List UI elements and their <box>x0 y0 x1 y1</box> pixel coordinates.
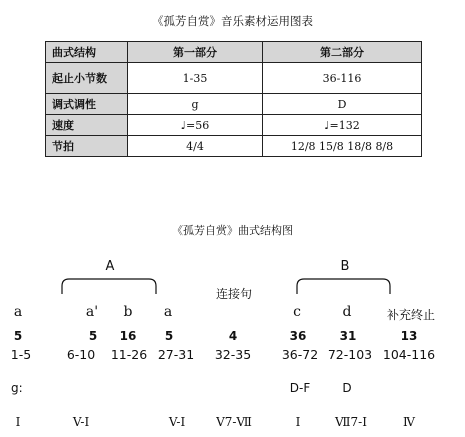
header-cell-structure: 曲式结构 <box>46 42 128 63</box>
harmony-label: Ⅶ7-I <box>335 415 367 429</box>
cell-part2-key: D <box>263 94 422 115</box>
row-label-tempo: 速度 <box>46 115 128 136</box>
measure-range: 1-5 <box>10 347 32 362</box>
phrase-label: d <box>342 304 352 320</box>
bracket-b <box>297 279 390 294</box>
measure-count: 31 <box>339 329 357 343</box>
cell-part2-meter: 12/8 15/8 18/8 8/8 <box>263 136 422 157</box>
harmony-label: I <box>295 415 301 429</box>
phrase-label: a <box>163 304 173 320</box>
measure-count: 5 <box>13 329 23 343</box>
harmony-label: Ⅳ <box>403 415 415 429</box>
row-label-measures: 起止小节数 <box>46 63 128 94</box>
measure-count: 16 <box>119 329 137 343</box>
cell-part1-meter: 4/4 <box>128 136 263 157</box>
measure-count: 5 <box>88 329 98 343</box>
measure-range: 11-26 <box>110 347 148 362</box>
phrase-label: c <box>293 304 301 320</box>
section-a-label: A <box>105 259 115 274</box>
phrase-label: 补充终止 <box>386 308 436 322</box>
measure-count: 5 <box>164 329 174 343</box>
header-cell-part1: 第一部分 <box>128 42 263 63</box>
cell-part2-tempo: ♩=132 <box>263 115 422 136</box>
measure-range: 104-116 <box>382 347 436 362</box>
harmony-label: I <box>15 415 21 429</box>
measure-range: 32-35 <box>214 347 252 362</box>
phrase-label: a <box>13 304 23 320</box>
harmony-label: V7-Ⅶ <box>216 415 252 429</box>
measure-range: 6-10 <box>66 347 96 362</box>
header-cell-part2: 第二部分 <box>263 42 422 63</box>
harmony-label: V-I <box>168 415 186 429</box>
measure-range: 72-103 <box>327 347 373 362</box>
measure-range: 27-31 <box>157 347 195 362</box>
phrase-label: b <box>123 304 133 320</box>
cell-part1-measures: 1-35 <box>128 63 263 94</box>
measure-count: 4 <box>228 329 238 343</box>
measure-count: 13 <box>400 329 418 343</box>
key-label: D <box>342 381 352 395</box>
row-label-meter: 节拍 <box>46 136 128 157</box>
cell-part1-key: g <box>128 94 263 115</box>
phrase-label: a' <box>85 304 99 320</box>
cell-part1-tempo: ♩=56 <box>128 115 263 136</box>
cell-part2-measures: 36-116 <box>263 63 422 94</box>
key-label: D-F <box>289 381 311 395</box>
section-b-label: B <box>340 259 350 274</box>
diagram-title: 《孤芳自赏》曲式结构图 <box>172 224 293 237</box>
table-title: 《孤芳自赏》音乐素材运用图表 <box>152 14 313 28</box>
key-label: g: <box>11 381 23 395</box>
bracket-a <box>62 279 156 294</box>
harmony-label: V-I <box>72 415 90 429</box>
measure-range: 36-72 <box>281 347 319 362</box>
connector-label: 连接句 <box>215 287 253 301</box>
measure-count: 36 <box>289 329 307 343</box>
row-label-key: 调式调性 <box>46 94 128 115</box>
